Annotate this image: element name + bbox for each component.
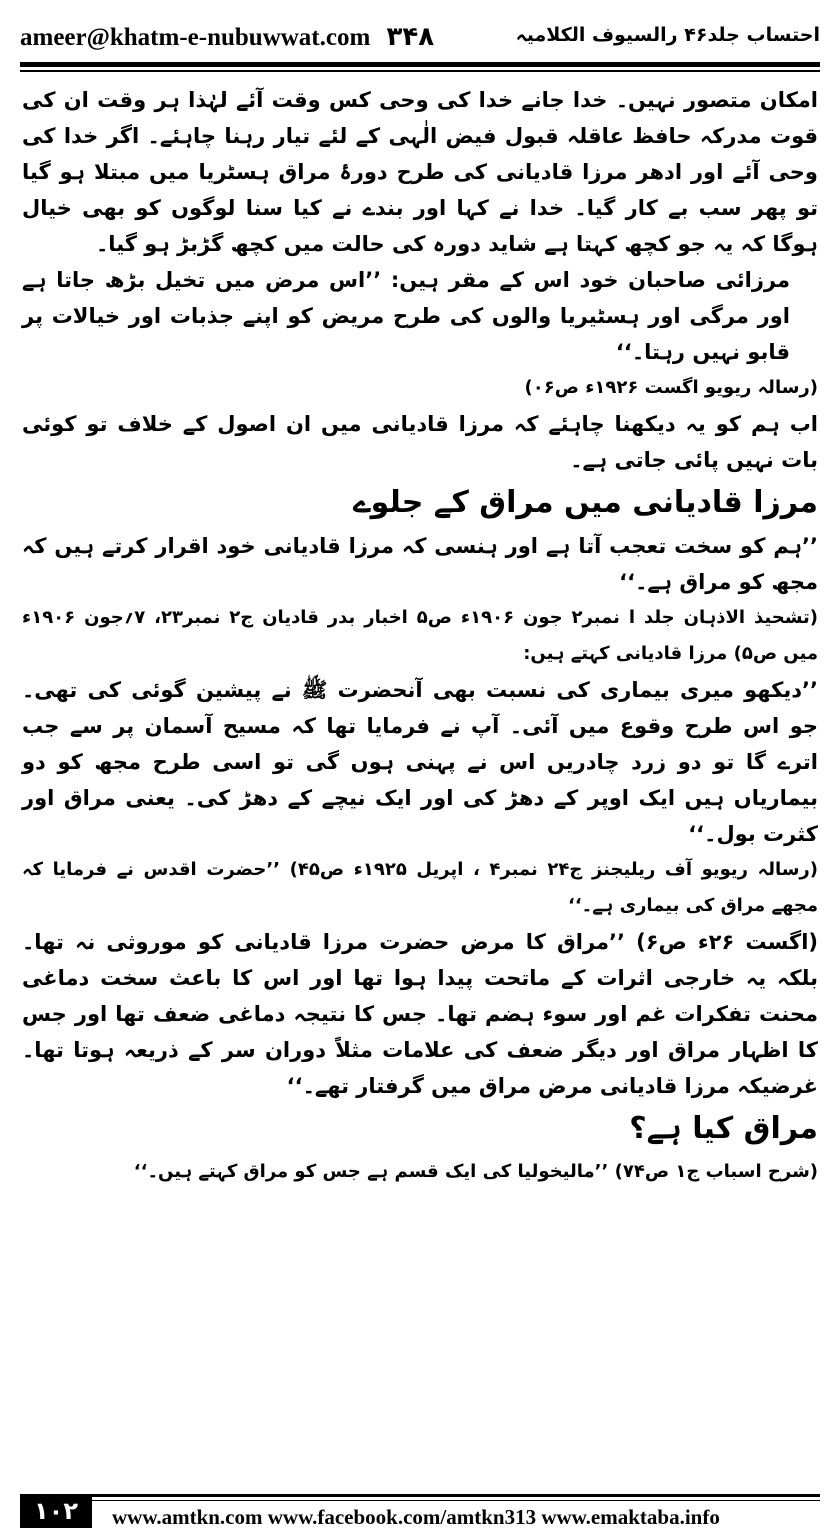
footer-rule-thin <box>92 1500 820 1501</box>
paragraph-2: مرزائی صاحبان خود اس کے مقر ہیں: ’’اس مرض میں تخیل بڑھ جاتا ہے اور مرگی اور ہسٹیریا والوں کی طرح مریض کو اپنے جذبات اور خیالات پر قابو نہیں رہتا۔‘‘ <box>22 268 790 364</box>
paragraph-6: (اگست ۲۶ء ص۶) ’’مراق کا مرض حضرت مرزا قادیانی کو موروثی نہ تھا۔ بلکہ یہ خارجی اثرات کے ماتحت پیدا ہوا تھا اور اس کا باعث سخت دماغی محنت تفکرات غم اور سوء ہضم تھا۔ جس کا نتیجہ دماغی ضعف تھا اور جس کا اظہار مراق اور دیگر ضعف کی علامات مثلاً دوران سر کے ذریعہ ہوتا تھا۔ غرضیکہ مرزا قادیانی مرض مراق میں گرفتار تھے۔‘‘ <box>22 930 819 1098</box>
reference-3: (رسالہ ریویو آف ریلیجنز ج۲۴ نمبر۴ ، اپریل ۱۹۲۵ء ص۴۵) ’’حضرت اقدس نے فرمایا کہ مجھے مراق کی بیماری ہے۔‘‘ <box>22 859 819 916</box>
footer-links: www.amtkn.com www.facebook.com/amtkn313 www.emaktaba.info <box>112 1505 720 1529</box>
page-header <box>20 12 820 58</box>
section-heading-1: مرزا قادیانی میں مراق کے جلوے <box>353 485 818 520</box>
header-rule-thick <box>20 62 820 67</box>
header-rule-thin <box>20 70 820 72</box>
footer-rule-thick <box>92 1494 820 1497</box>
paragraph-5: ’’دیکھو میری بیماری کی نسبت بھی آنحضرت ﷺ نے پیشین گوئی کی تھی۔ جو اس طرح وقوع میں آئی۔ آپ نے فرمایا تھا کہ مسیح آسمان پر سے جب اترے گا تو دو زرد چادریں اس نے پہنی ہوں گی تو اسی طرح مجھ کو دو بیماریاں ہیں ایک اوپر کے دھڑ کی اور ایک نیچے کے دھڑ کی۔ یعنی مراق اور کثرت بول۔‘‘ <box>22 678 818 846</box>
header-left <box>20 22 434 52</box>
page-body <box>22 82 818 1460</box>
reference-1: (رسالہ ریویو اگست ۱۹۲۶ء ص۰۶) <box>524 377 818 398</box>
paragraph-3: اب ہم کو یہ دیکھنا چاہئے کہ مرزا قادیانی میں ان اصول کے خلاف تو کوئی بات نہیں پائی جاتی ہے۔ <box>22 412 818 472</box>
header-page-number: ۳۴۸ <box>386 22 435 52</box>
reference-2: (تشحیذ الاذہان جلد ا نمبر۲ جون ۱۹۰۶ء ص۵ اخبار بدر قادیان ج۲ نمبر۲۳، ۷؍جون ۱۹۰۶ء میں ص۵) مرزا قادیانی کہتے ہیں: <box>22 607 819 664</box>
section-heading-2: مراق کیا ہے؟ <box>629 1111 818 1146</box>
paragraph-4: ’’ہم کو سخت تعجب آتا ہے اور ہنسی کہ مرزا قادیانی خود اقرار کرتے ہیں کہ مجھ کو مراق ہے۔‘‘ <box>22 534 818 594</box>
paragraph-1: امکان متصور نہیں۔ خدا جانے خدا کی وحی کس وقت آئے لہٰذا ہر وقت ان کی قوت مدرکہ حافظ عاقلہ قبول فیض الٰہی کے لئے تیار رہنا چاہئے۔ اگر خدا کی وحی آئے اور ادھر مرزا قادیانی کی طرح دورۂ مراق ہسٹریا میں مبتلا ہو گیا تو پھر سب بے کار گیا۔ خدا نے کہا اور بندے نے کیا سنا لوگوں کو بھی خیال ہوگا کہ یہ جو کچھ کہتا ہے شاید دورہ کی حالت میں کچھ گڑبڑ ہو گیا۔ <box>22 88 818 256</box>
header-email: ameer@khatm-e-nubuwwat.com <box>20 24 371 51</box>
header-book-title: احتساب جلد۴۶ رالسیوف الکلامیہ <box>515 24 820 46</box>
reference-4: (شرح اسباب ج۱ ص۷۴) ’’مالیخولیا کی ایک قسم ہے جس کو مراق کہتے ہیں۔‘‘ <box>133 1161 818 1182</box>
footer-page-number: ۱۰۲ <box>20 1494 92 1528</box>
